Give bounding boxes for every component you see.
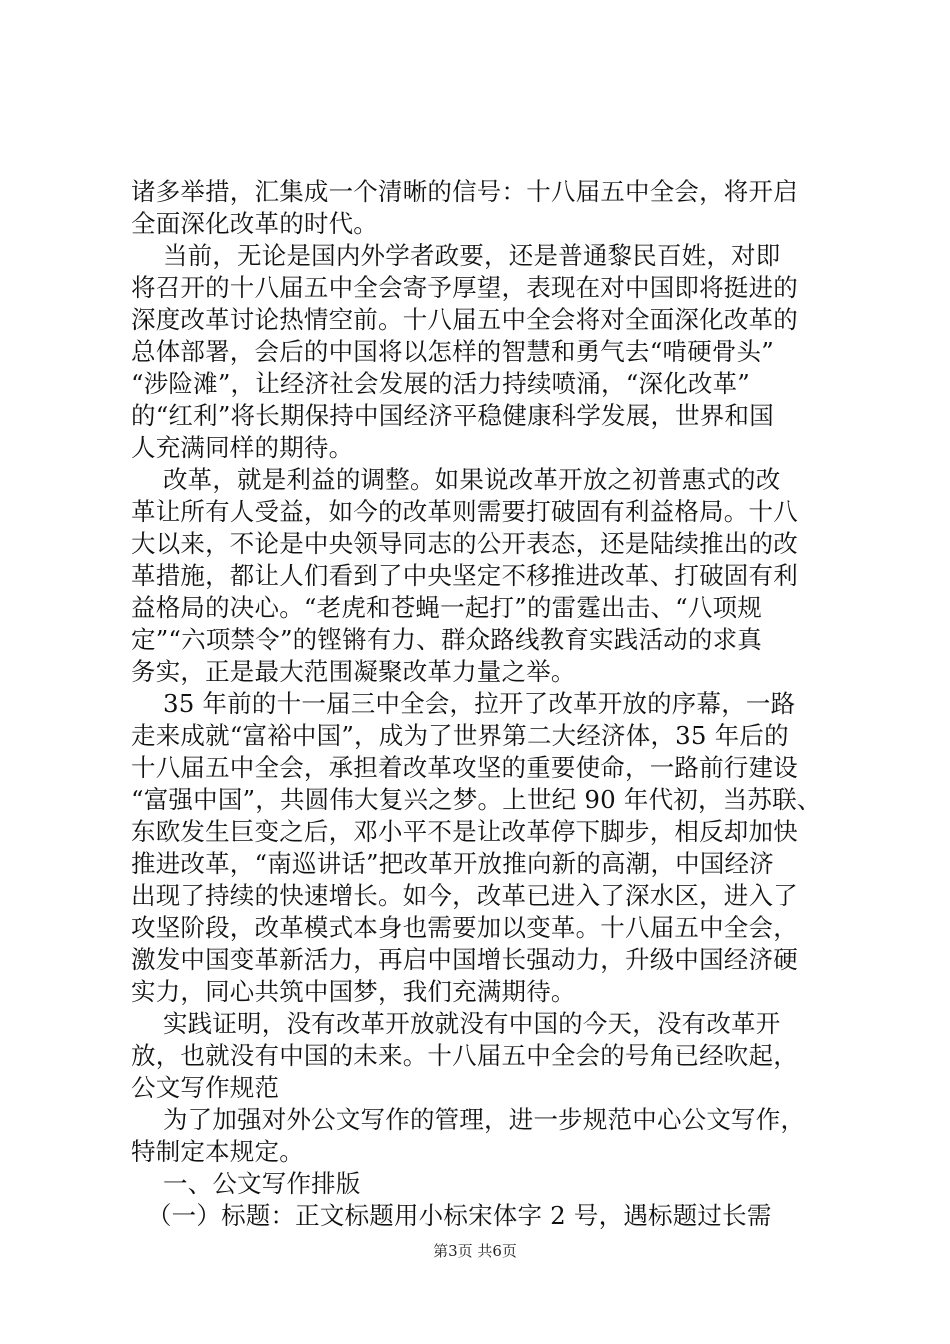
text-line: 革措施，都让人们看到了中央坚定不移推进改革、打破固有利 <box>131 561 798 590</box>
text-line: （一）标题：正文标题用小标宋体字 2 号，遇标题过长需 <box>131 1201 772 1230</box>
text-line: 务实，正是最大范围凝聚改革力量之举。 <box>131 657 576 686</box>
text-line: 当前，无论是国内外学者政要，还是普通黎民百姓，对即 <box>131 241 781 270</box>
text-line: 革让所有人受益，如今的改革则需要打破固有利益格局。十八 <box>131 497 798 526</box>
text-line: 的“红利”将长期保持中国经济平稳健康科学发展，世界和国 <box>131 401 774 430</box>
text-line: 激发中国变革新活力，再启中国增长强动力，升级中国经济硬 <box>131 945 798 974</box>
text-line: 益格局的决心。“老虎和苍蝇一起打”的雷霆出击、“八项规 <box>131 593 762 622</box>
text-line: 人充满同样的期待。 <box>131 433 354 462</box>
text-line: 公文写作规范 <box>131 1073 280 1102</box>
text-line: 走来成就“富裕中国”，成为了世界第二大经济体，35 年后的 <box>131 721 789 750</box>
text-line: 将召开的十八届五中全会寄予厚望，表现在对中国即将挺进的 <box>131 273 798 302</box>
text-line: 实力，同心共筑中国梦，我们充满期待。 <box>131 977 576 1006</box>
text-line: 特制定本规定。 <box>131 1137 304 1166</box>
text-line: 推进改革，“南巡讲话”把改革开放推向新的高潮，中国经济 <box>131 849 774 878</box>
text-line: 诸多举措，汇集成一个清晰的信号：十八届五中全会，将开启 <box>131 177 798 206</box>
text-line: 大以来，不论是中央领导同志的公开表态，还是陆续推出的改 <box>131 529 798 558</box>
document-body <box>131 176 831 1232</box>
text-line: 改革，就是利益的调整。如果说改革开放之初普惠式的改 <box>131 465 781 494</box>
text-line: 东欧发生巨变之后，邓小平不是让改革停下脚步，相反却加快 <box>131 817 798 846</box>
text-line: 总体部署，会后的中国将以怎样的智慧和勇气去“啃硬骨头” <box>131 337 774 366</box>
text-line: 攻坚阶段，改革模式本身也需要加以变革。十八届五中全会， <box>131 913 798 942</box>
text-line: 一、公文写作排版 <box>131 1169 361 1198</box>
text-line: 实践证明，没有改革开放就没有中国的今天，没有改革开 <box>131 1009 781 1038</box>
text-line: 放，也就没有中国的未来。十八届五中全会的号角已经吹起， <box>131 1041 798 1070</box>
page-footer: 第3页 共6页 <box>433 1242 517 1260</box>
text-line: 定”“六项禁令”的铿锵有力、群众路线教育实践活动的求真 <box>131 625 762 654</box>
text-line: “涉险滩”，让经济社会发展的活力持续喷涌，“深化改革” <box>131 369 750 398</box>
text-line: 全面深化改革的时代。 <box>131 209 378 238</box>
text-line: 十八届五中全会，承担着改革攻坚的重要使命，一路前行建设 <box>131 753 798 782</box>
text-line: 35 年前的十一届三中全会，拉开了改革开放的序幕，一路 <box>131 689 796 718</box>
text-line: “富强中国”，共圆伟大复兴之梦。上世纪 90 年代初，当苏联、 <box>131 785 822 814</box>
text-line: 深度改革讨论热情空前。十八届五中全会将对全面深化改革的 <box>131 305 798 334</box>
text-line: 出现了持续的快速增长。如今，改革已进入了深水区，进入了 <box>131 881 798 910</box>
text-line: 为了加强对外公文写作的管理，进一步规范中心公文写作， <box>131 1105 806 1134</box>
